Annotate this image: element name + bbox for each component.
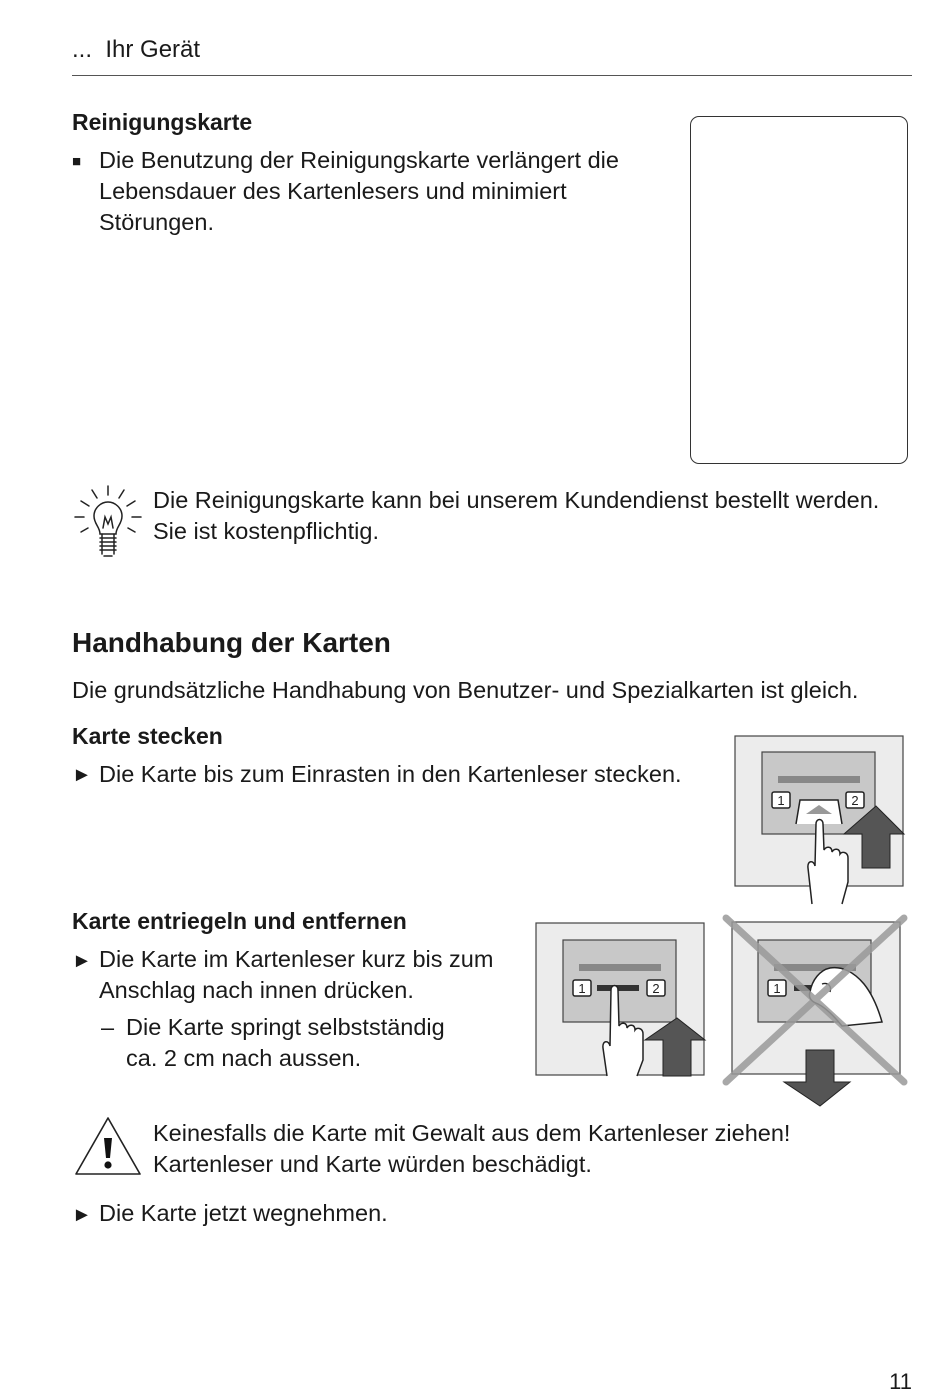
text-line: Die Karte im Kartenleser kurz bis zum: [99, 946, 494, 972]
forbidden-pull-illustration: [722, 912, 908, 1110]
text-line: Lebensdauer des Kartenlesers und minimiert: [99, 178, 567, 204]
push-release-illustration: [535, 922, 707, 1078]
release-heading: Karte entriegeln und entfernen: [72, 908, 407, 934]
slot-label-1: 1: [578, 981, 586, 996]
page-number: 11: [889, 1369, 912, 1394]
slot-label-1: 1: [773, 981, 781, 996]
handling-heading: Handhabung der Karten: [72, 627, 391, 658]
cleaning-card-image: [690, 116, 908, 464]
triangle-bullet: ►: [72, 1204, 92, 1226]
text-line: Kartenleser und Karte würden beschädigt.: [153, 1151, 592, 1177]
triangle-bullet: ►: [72, 950, 92, 972]
release-step: [99, 944, 493, 1006]
release-result: [126, 1012, 445, 1074]
tip-text: [153, 485, 879, 547]
running-header: [72, 36, 200, 64]
cleaning-card-bullet: [99, 145, 619, 238]
insert-card-illustration: [734, 734, 906, 906]
slot-label-1: 1: [777, 793, 785, 808]
lightbulb-icon: [72, 484, 144, 560]
warning-text: [153, 1118, 790, 1180]
text-line: Die Reinigungskarte kann bei unserem Kundendienst bestellt werden.: [153, 487, 880, 513]
text-line: Die Karte springt selbstständig: [126, 1014, 445, 1040]
header-divider: [72, 75, 912, 76]
slot-label-2: 2: [851, 793, 859, 808]
text-line: Störungen.: [99, 209, 214, 235]
text-line: Keinesfalls die Karte mit Gewalt aus dem Kartenleser ziehen!: [153, 1120, 791, 1146]
cleaning-card-heading: Reinigungskarte: [72, 109, 253, 135]
final-step: Die Karte jetzt wegnehmen.: [99, 1200, 388, 1226]
text-line: Anschlag nach innen drücken.: [99, 977, 414, 1003]
square-bullet: ■: [72, 153, 82, 170]
insert-step: Die Karte bis zum Einrasten in den Kartenleser stecken.: [99, 761, 682, 787]
insert-heading: Karte stecken: [72, 723, 223, 749]
slot-label-2: 2: [652, 981, 660, 996]
warning-triangle-icon: [72, 1112, 144, 1180]
header-title: Ihr Gerät: [105, 36, 201, 63]
text-line: Sie ist kostenpflichtig.: [153, 518, 379, 544]
triangle-bullet: ►: [72, 764, 92, 786]
text-line: Die Benutzung der Reinigungskarte verlängert die: [99, 147, 619, 173]
handling-intro: Die grundsätzliche Handhabung von Benutzer- und Spezialkarten ist gleich.: [72, 677, 859, 703]
dash-bullet: –: [101, 1014, 115, 1040]
header-prefix: ...: [72, 36, 93, 63]
text-line: ca. 2 cm nach aussen.: [126, 1045, 362, 1071]
